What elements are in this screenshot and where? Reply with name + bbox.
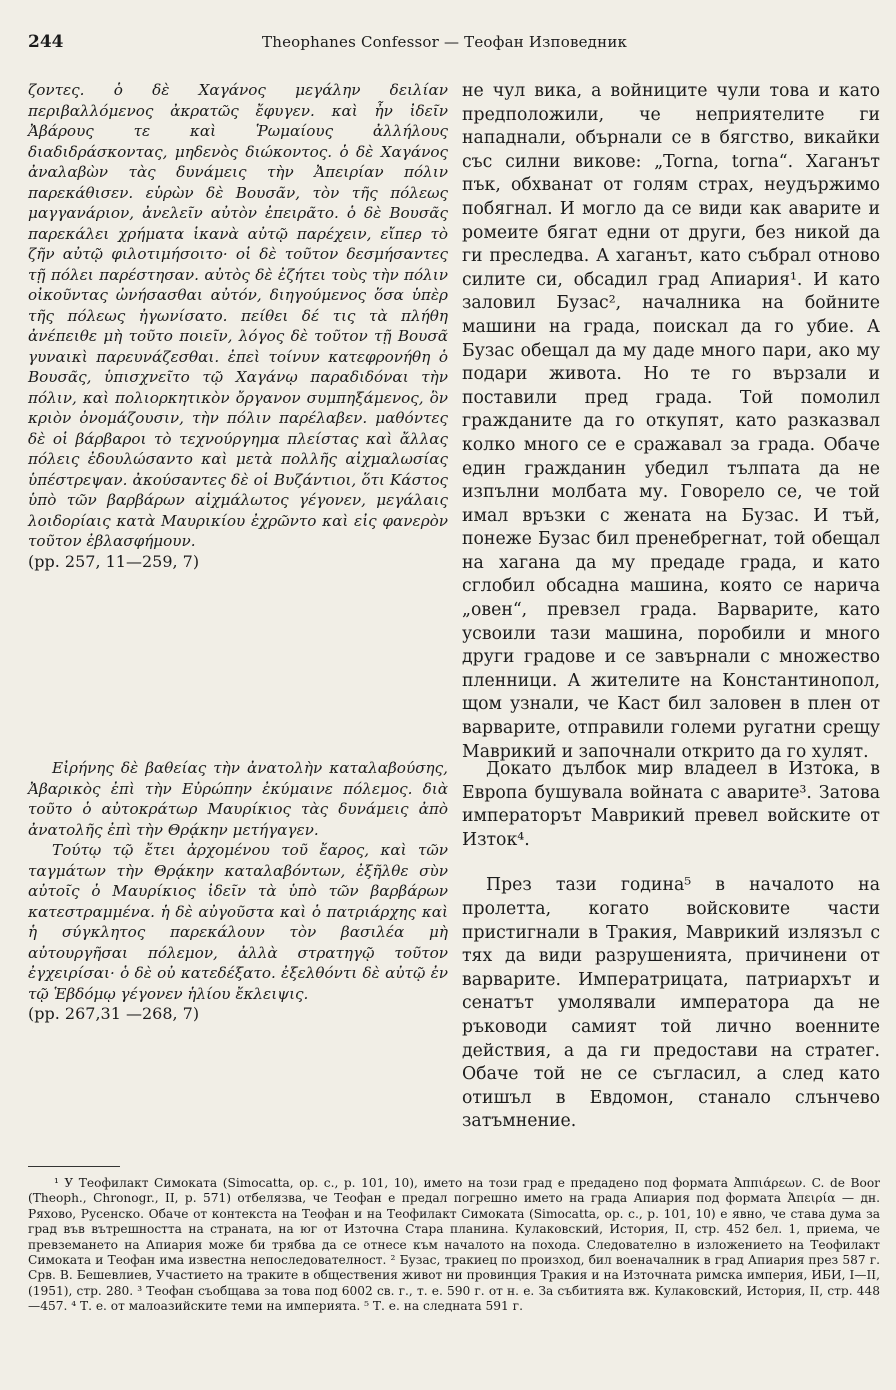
footnotes-text: ¹ У Теофилакт Симоката (Simocatta, op. c., p. 101, 10), името на този град е предадено под формата Ἀππιάρεων. C. de Boor (Theoph., Chronogr., II, p. 571) отбелязва, че Теофан е предал погрешно името на града Апиария под формата Ἀπειρία — дн. Ряхово, Русенско. Обаче от контекста на Теофан и на Теофилакт Симоката (Simocatta, op. c., p. 101, 10) е явно, че става дума за град във вътрешността на страната, на юг от Източна Стара планина. Кулаковский, История, II, стр. 452 бел. 1, приема, че превземането на Апиария може би трябва да се отнесе към началото на похода. Следователно в изложението на Теофилакт Симоката и Теофан има известна непоследователност. ² Бузас, тракиец по произход, бил военачалник в град Апиария през 587 г. Срв. В. Бешевлиев, Участието на траките в обществения живот ни провинция Тракия и на Източната римска империя, ИБИ, I—II, (1951), стр. 280. ³ Теофан съобщава за това под 6002 св. г., т. е. 590 г. от н. е. За събитията вж. Кулаковский, История, II, стр. 448—457. ⁴ Т. е. от малоазийските теми на империята. ⁵ Т. е. на следната 591 г. <box>28 1176 880 1314</box>
bulgarian-passage-2 <box>462 758 880 1134</box>
greek-passage-1 <box>28 80 448 572</box>
greek-passage-2-reference: (pp. 267,31 —268, 7) <box>28 1004 200 1023</box>
bulgarian-passage-1-text: не чул вика, а войниците чули това и като предположили, че неприятелите ги нападнали, обърнали се в бягство, викайки със силни викове: „Torna, torna“. Хаганът пък, обхванат от голям страх, неудържимо побягнал. И могло да се види как аварите и ромеите бягат едни от други, без никой да ги преследва. А хаганът, като събрал отново силите си, обсадил град Апиария¹. И като заловил Бузас², началника на бойните машини на града, поискал да го убие. А Бузас обещал да му даде много пари, ако му подари живота. Но те го вързали и поставили пред града. Той помолил гражданите да го откупят, като разказвал колко много се е сражавал за града. Обаче един гражданин убедил тълпата да не изпълни молбата му. Говорело се, че той имал връзки с жената на Бузас. И тъй, понеже Бузас бил пренебрегнат, той обещал на хагана да му предаде града, и като сглобил обсадна машина, която се нарича „овен“, превзел града. Варварите, като усвоили тази машина, поробили и много други градове и се завърнали с множество пленници. А жителите на Константинопол, щом узнали, че Каст бил заловен в плен от варварите, отправили големи ругатни срещу Маврикий и започнали открито да го хулят. <box>462 81 880 762</box>
running-head: Theophanes Confessor — Теофан Изповедник <box>262 33 628 51</box>
page-number: 244 <box>28 32 64 52</box>
greek-passage-1-text: ζοντες. ὁ δὲ Χαγάνος μεγάλην δειλίαν περιβαλλόμενος ἀκρατῶς ἔφυγεν. καὶ ἦν ἰδεῖν Ἀβάρους τε καὶ Ῥωμαίους ἀλλήλους διαδιδράσκοντας, μηδενὸς διώκοντος. ὁ δὲ Χαγάνος ἀναλαβὼν τὰς δυνάμεις τὴν Ἀπειρίαν πόλιν παρεκάθισεν. εὑρὼν δὲ Βουσᾶν, τὸν τῆς πόλεως μαγγανάριον, ἀνελεῖν αὐτὸν ἐπειρᾶτο. ὁ δὲ Βουσᾶς παρεκάλει χρήματα ἱκανὰ αὐτῷ παρέχειν, εἴπερ τὸ ζῆν αὐτῷ φιλοτιμήσοιτο· οἱ δὲ τοῦτον δεσμήσαντες τῇ πόλει παρέστησαν. αὐτὸς δὲ ἐζήτει τοὺς τὴν πόλιν οἰκοῦντας ὠνήσασθαι αὐτόν, διηγούμενος ὅσα ὑπὲρ τῆς πόλεως ἠγωνίσατο. πείθει δέ τις τὰ πλήθη ἀνέπειθε μὴ τοῦτο ποιεῖν, λόγος δὲ τοῦτον τῇ Βουσᾶ γυναικὶ παρευνάζεσθαι. ἐπεὶ τοίνυν κατεφρονήθη ὁ Βουσᾶς, ὑπισχνεῖτο τῷ Χαγάνῳ παραδιδόναι τὴν πόλιν, καὶ πολιορκητικὸν ὄργανον συμπηξάμενος, ὃν κριὸν ὀνομάζουσιν, τὴν πόλιν παρέλαβεν. μαθόντες δὲ οἱ βάρβαροι τὸ τεχνούργημα πλείστας καὶ ἄλλας πόλεις ἐδουλώσαντο καὶ μετὰ πολλῆς αἰχμαλωσίας ὑπέστρεψαν. ἀκούσαντες δὲ οἱ Βυζάντιοι, ὅτι Κάστος ὑπὸ τῶν βαρβάρων αἰχμάλωτος γέγονεν, μεγάλαις λοιδορίαις κατὰ Μαυρικίου ἐχρῶντο καὶ εἰς φανερὸν τοῦτον ἐβλασφήμουν. <box>28 81 448 550</box>
bulgarian-passage-2-para-1: Докато дълбок мир владеел в Изтока, в Европа бушувала войната с аварите³. Затова императорът Маврикий превел войските от Изток⁴. <box>462 759 880 850</box>
bulgarian-passage-2-para-2: През тази година⁵ в началото на пролетта, когато войсковите части пристигнали в Тракия, Маврикий излязъл с тях да види разрушенията, причинени от варварите. Императрицата, патриархът и сенатът умолявали императора да не ръководи самият той лично военните действия, а да ги предостави на стратег. Обаче той не се съгласил, а след като отишъл в Евдомон, станало слънчево затъмнение. <box>462 875 880 1132</box>
greek-passage-2-para-2: Τούτῳ τῷ ἔτει ἀρχομένου τοῦ ἔαρος, καὶ τῶν ταγμάτων τὴν Θρᾴκην καταλαβόντων, ἐξῆλθε σὺν αὐτοῖς ὁ Μαυρίκιος ἰδεῖν τὰ ὑπὸ τῶν βαρβάρων κατεστραμμένα. ἡ δὲ αὐγοῦστα καὶ ὁ πατριάρχης καὶ ἡ σύγκλητος παρεκάλουν τὸν βασιλέα μὴ αὐτουργῆσαι πόλεμον, ἀλλὰ στρατηγῷ τοῦτον ἐγχειρίσαι· ὁ δὲ οὐ κατεδέξατο. ἐξελθόντι δὲ αὐτῷ ἐν τῷ Ἑβδόμῳ γέγονεν ἡλίου ἔκλειψις. <box>28 841 448 1003</box>
bulgarian-passage-1 <box>462 80 880 764</box>
greek-passage-2-para-1: Εἰρήνης δὲ βαθείας τὴν ἀνατολὴν καταλαβούσης, Ἀβαρικὸς ἐπὶ τὴν Εὐρώπην ἐκύμαινε πόλεμος. διὰ τοῦτο ὁ αὐτοκράτωρ Μαυρίκιος τὰς δυνάμεις ἀπὸ ἀνατολῆς ἐπὶ τὴν Θρᾴκην μετήγαγεν. <box>28 759 448 839</box>
footnote-separator <box>28 1166 120 1167</box>
greek-passage-2 <box>28 758 448 1025</box>
footnotes <box>28 1176 880 1315</box>
greek-passage-1-reference: (pp. 257, 11—259, 7) <box>28 551 200 571</box>
